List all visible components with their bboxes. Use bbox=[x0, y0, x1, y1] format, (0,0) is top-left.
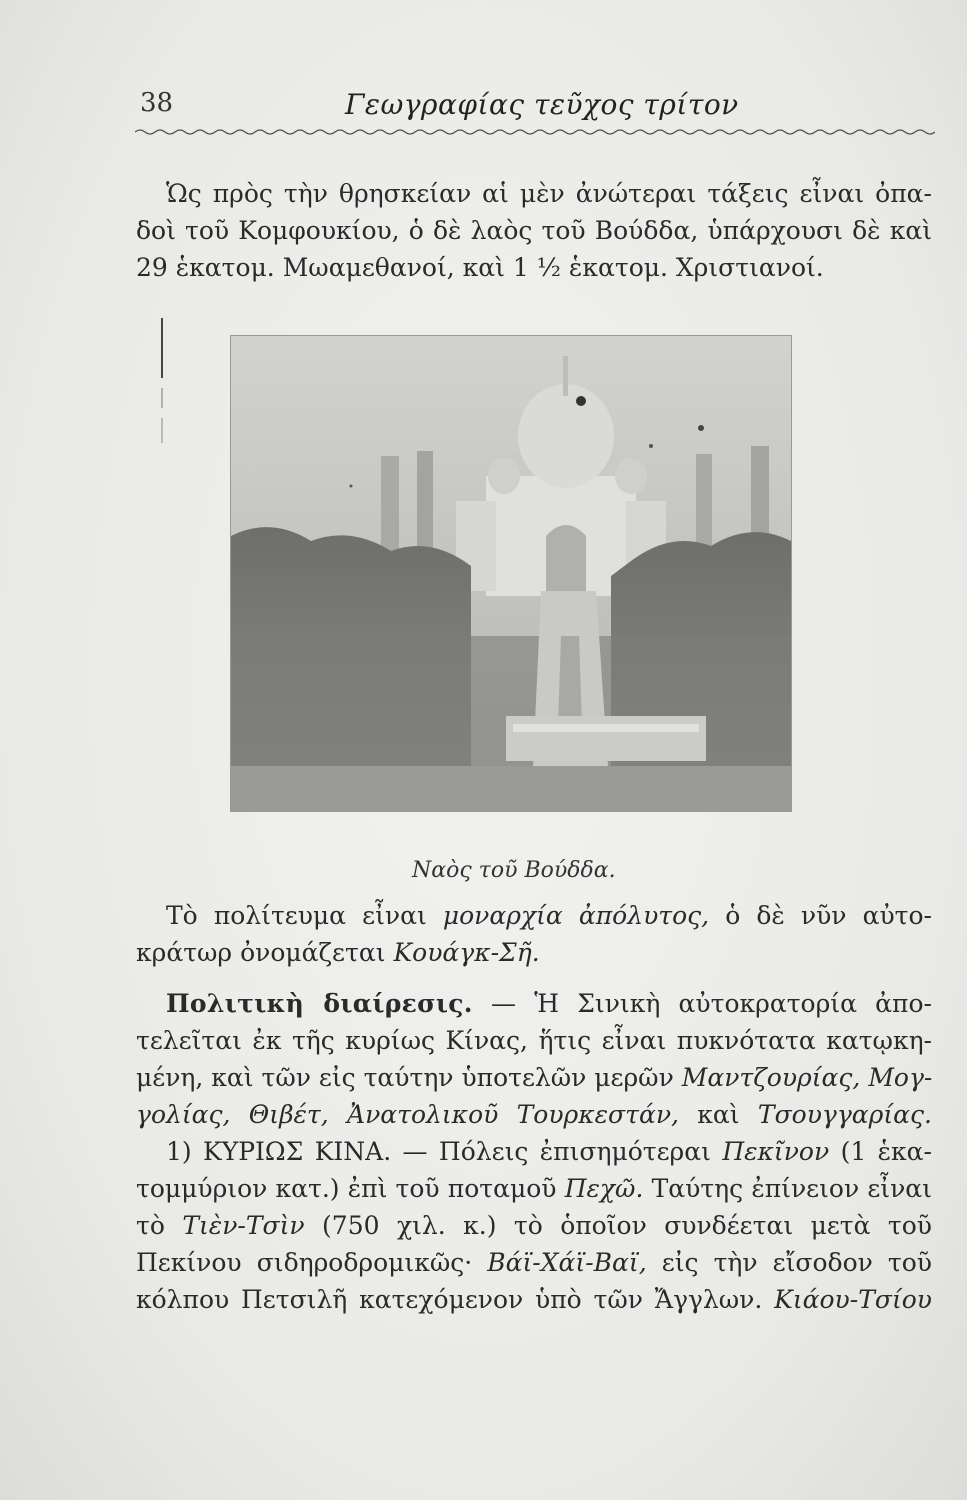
text-line: 29 ἑκατομ. Μωαμεθανοί, καὶ 1 ½ ἑκατομ. Χριστιανοί. bbox=[136, 253, 824, 282]
text-line: κράτωρ ὀνομάζεται Κουάγκ-Σῆ. bbox=[136, 938, 540, 967]
text-line: Πεκίνου σιδηροδρομικῶς· Βάϊ-Χάϊ-Βαϊ, εἰς τὴν εἴσοδον τοῦ bbox=[136, 1248, 932, 1277]
paragraph-government bbox=[136, 897, 932, 971]
text-line: τομμύριον κατ.) ἐπὶ τοῦ ποταμοῦ Πεχῶ. Ταύτης ἐπίνειον εἶναι bbox=[136, 1174, 932, 1203]
page-header bbox=[140, 88, 930, 128]
text-line: Τὸ πολίτευμα εἶναι μοναρχία ἀπόλυτος, ὁ δὲ νῦν αὐτο- bbox=[166, 901, 932, 930]
figure-caption: Ναὸς τοῦ Βούδδα. bbox=[412, 858, 616, 883]
paragraph-religion bbox=[136, 175, 932, 286]
temple-photograph bbox=[230, 335, 792, 812]
text-line: κόλπου Πετσιλῆ κατεχόμενον ὑπὸ τῶν Ἄγγλων. Κιάου-Τσίου bbox=[136, 1285, 932, 1314]
margin-mark bbox=[158, 318, 166, 448]
text-line: 1) ΚΥΡΙΩΣ ΚΙΝΑ. — Πόλεις ἐπισημότεραι Πεκῖνον (1 ἑκα- bbox=[166, 1137, 932, 1166]
text-line: Πολιτικὴ διαίρεσις. — Ἡ Σινικὴ αὐτοκρατορία ἀπο- bbox=[166, 989, 932, 1018]
text-line: γολίας, Θιβέτ, Ἀνατολικοῦ Τουρκεστάν, καὶ Τσουγγαρίας. bbox=[136, 1100, 932, 1129]
running-title: Γεωγραφίας τεῦχος τρίτον bbox=[345, 88, 739, 121]
text-line: τὸ Τιὲν-Τσὶν (750 χιλ. κ.) τὸ ὁποῖον συνδέεται μετὰ τοῦ bbox=[136, 1211, 932, 1240]
text-line: δοὶ τοῦ Κομφουκίου, ὁ δὲ λαὸς τοῦ Βούδδα, ὑπάρχουσι δὲ καὶ bbox=[136, 216, 932, 245]
text-line: τελεῖται ἐκ τῆς κυρίως Κίνας, ἥτις εἶναι πυκνότατα κατῳκη- bbox=[136, 1026, 932, 1055]
header-wavy-rule bbox=[135, 128, 935, 136]
text-line: Ὡς πρὸς τὴν θρησκείαν αἱ μὲν ἀνώτεραι τάξεις εἶναι ὀπα- bbox=[166, 179, 932, 208]
text-line: μένη, καὶ τῶν εἰς ταύτην ὑποτελῶν μερῶν Μαντζουρίας, Μογ- bbox=[136, 1063, 932, 1092]
paragraph-political-division bbox=[136, 985, 932, 1318]
page-number: 38 bbox=[140, 88, 174, 118]
section-heading: Πολιτικὴ διαίρεσις. bbox=[166, 989, 473, 1018]
